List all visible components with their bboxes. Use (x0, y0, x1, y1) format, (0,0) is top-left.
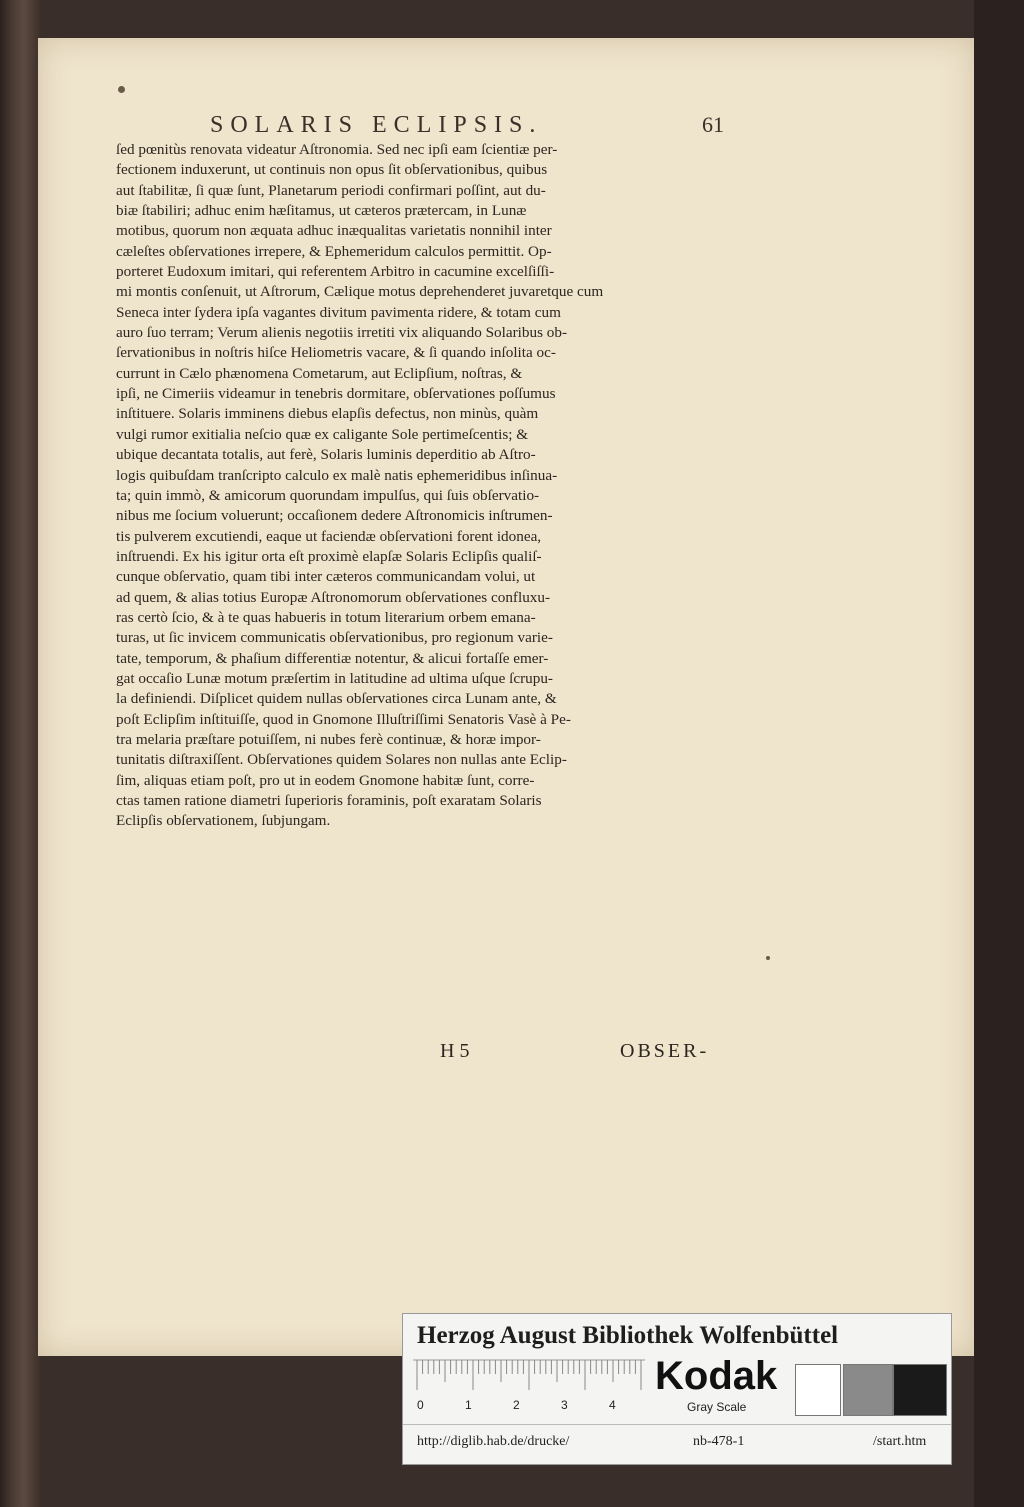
paper-speck (118, 86, 125, 93)
text-line: la definiendi. Diſplicet quidem nullas obſervationes circa Lunam ante, & (116, 690, 557, 708)
digital-library-url: http://diglib.hab.de/drucke/ (417, 1434, 570, 1449)
ruler-scale (413, 1358, 645, 1392)
library-name: Herzog August Bibliothek Wolfenbüttel (417, 1322, 839, 1349)
signature-mark: H 5 (440, 1040, 470, 1062)
text-line: gat occaſio Lunæ motum præſertim in latitudine ad ultima uſque ſcrupu- (116, 669, 553, 687)
gray-swatch-mid (843, 1364, 893, 1416)
text-line: tis pulverem excutiendi, eaque ut faciendæ obſervationi forent idonea, (116, 527, 542, 545)
running-head: SOLARIS ECLIPSIS. (210, 112, 543, 138)
text-line: auro ſuo terram; Verum alienis negotiis irretiti vix aliquando Solaribus ob- (116, 324, 568, 342)
text-line: turas, ut ſic invicem communicatis obſervationibus, pro regionum varie- (116, 629, 553, 647)
gray-scale-label: Gray Scale (687, 1400, 747, 1414)
text-line: cæleſtes obſervationes irrepere, & Ephemeridum calculos permittit. Op- (116, 242, 552, 260)
text-line: Seneca inter ſydera ipſa vagantes divitum pavimenta ridere, & totam cum (116, 303, 561, 321)
page-number: 61 (702, 112, 724, 137)
text-line: poſt Eclipſim inſtituiſſe, quod in Gnomone Illuſtriſſimi Senatoris Vasè à Pe- (116, 710, 571, 728)
library-target-card (402, 1313, 952, 1465)
text-line: inſtituere. Solaris imminens diebus elapſis defectus, non minùs, quàm (116, 405, 539, 423)
text-line: Eclipſis obſervationem, ſubjungam. (116, 812, 331, 830)
ruler-number: 3 (561, 1398, 568, 1412)
text-line: inſtruendi. Ex his igitur orta eſt proximè elapſæ Solaris Eclipſis qualiſ- (116, 547, 542, 565)
shelfmark-id: nb-478-1 (693, 1434, 745, 1449)
text-line: ad quem, & alias totius Europæ Aſtronomorum obſervationes confluxu- (116, 588, 551, 606)
ruler-number: 4 (609, 1398, 616, 1412)
ruler-number: 2 (513, 1398, 520, 1412)
catchword: OBSER- (620, 1040, 710, 1062)
text-line: ipſi, ne Cimeriis videamur in tenebris dormitare, obſervationes poſſumus (116, 385, 556, 403)
text-line: mi montis conſenuit, ut Aſtrorum, Cælique motus deprehenderet juvaretque cum (116, 283, 604, 301)
text-line: tra melaria præſtare potuiſſem, ni nubes ferè continuæ, & horæ impor- (116, 730, 541, 748)
text-line: ubique decantata totalis, aut ferè, Solaris luminis deperditio ab Aſtro- (116, 446, 536, 464)
gray-swatch-white (795, 1364, 841, 1416)
text-line: fectionem induxerunt, ut continuis non opus ſit obſervationibus, quibus (116, 161, 548, 179)
text-line: ſervationibus in noſtris hiſce Heliometris vacare, & ſi quando inſolita oc- (116, 344, 556, 362)
text-line: ſim, aliquas etiam poſt, pro ut in eodem Gnomone habitæ ſunt, corre- (116, 771, 535, 789)
text-line: ctas tamen ratione diametri ſuperioris foraminis, poſt exaratam Solaris (116, 792, 542, 809)
text-line: logis quibuſdam tranſcripto calculo ex malè natis ephemeridibus inſinua- (116, 466, 558, 484)
text-line: ta; quin immò, & amicorum quorundam impulſus, qui ſuis obſervatio- (116, 486, 540, 504)
background-right (974, 0, 1024, 1507)
text-line: tate, temporum, & phaſium differentiæ notentur, & alicui fortaſſe emer- (116, 649, 549, 667)
body-text (116, 140, 728, 832)
text-line: ras certò ſcio, & à te quas habueris in totum literarium orbem emana- (116, 608, 536, 626)
start-page-path: /start.htm (873, 1434, 927, 1449)
gray-swatch-black (893, 1364, 947, 1416)
text-line: nibus me ſocium voluerunt; occaſionem dedere Aſtronomicis inſtrumen- (116, 507, 553, 525)
text-line: tunitatis diſtraxiſſent. Obſervationes quidem Solares non nullas ante Eclip- (116, 751, 567, 769)
ruler-number: 0 (417, 1398, 424, 1412)
ruler-number: 1 (465, 1398, 472, 1412)
text-line: aut ſtabilitæ, ſi quæ ſunt, Planetarum periodi confirmari poſſint, aut du- (116, 181, 546, 199)
paper-speck (766, 956, 770, 960)
text-line: cunque obſervatio, quam tibi inter cæteros communicandam volui, ut (116, 568, 536, 586)
text-line: ſed pœnitùs renovata videatur Aſtronomia. Sed nec ipſi eam ſcientiæ per- (116, 141, 558, 158)
text-line: porteret Eudoxum imitari, qui referentem Arbitro in cacumine excelſiſſi- (116, 263, 555, 281)
text-line: motibus, quorum non æquata adhuc inæqualitas varietatis nonnihil inter (116, 222, 552, 240)
card-divider (403, 1424, 951, 1425)
kodak-logo: Kodak (655, 1354, 778, 1398)
text-line: vulgi rumor exitialia neſcio quæ ex caligante Sole pertimeſcentis; & (116, 425, 529, 443)
text-line: currunt in Cælo phænomena Cometarum, aut Eclipſium, noſtras, & (116, 364, 523, 382)
book-spine-edge (0, 0, 40, 1507)
text-line: biæ ſtabiliri; adhuc enim hæſitamus, ut cæteros prætercam, in Lunæ (116, 202, 527, 220)
